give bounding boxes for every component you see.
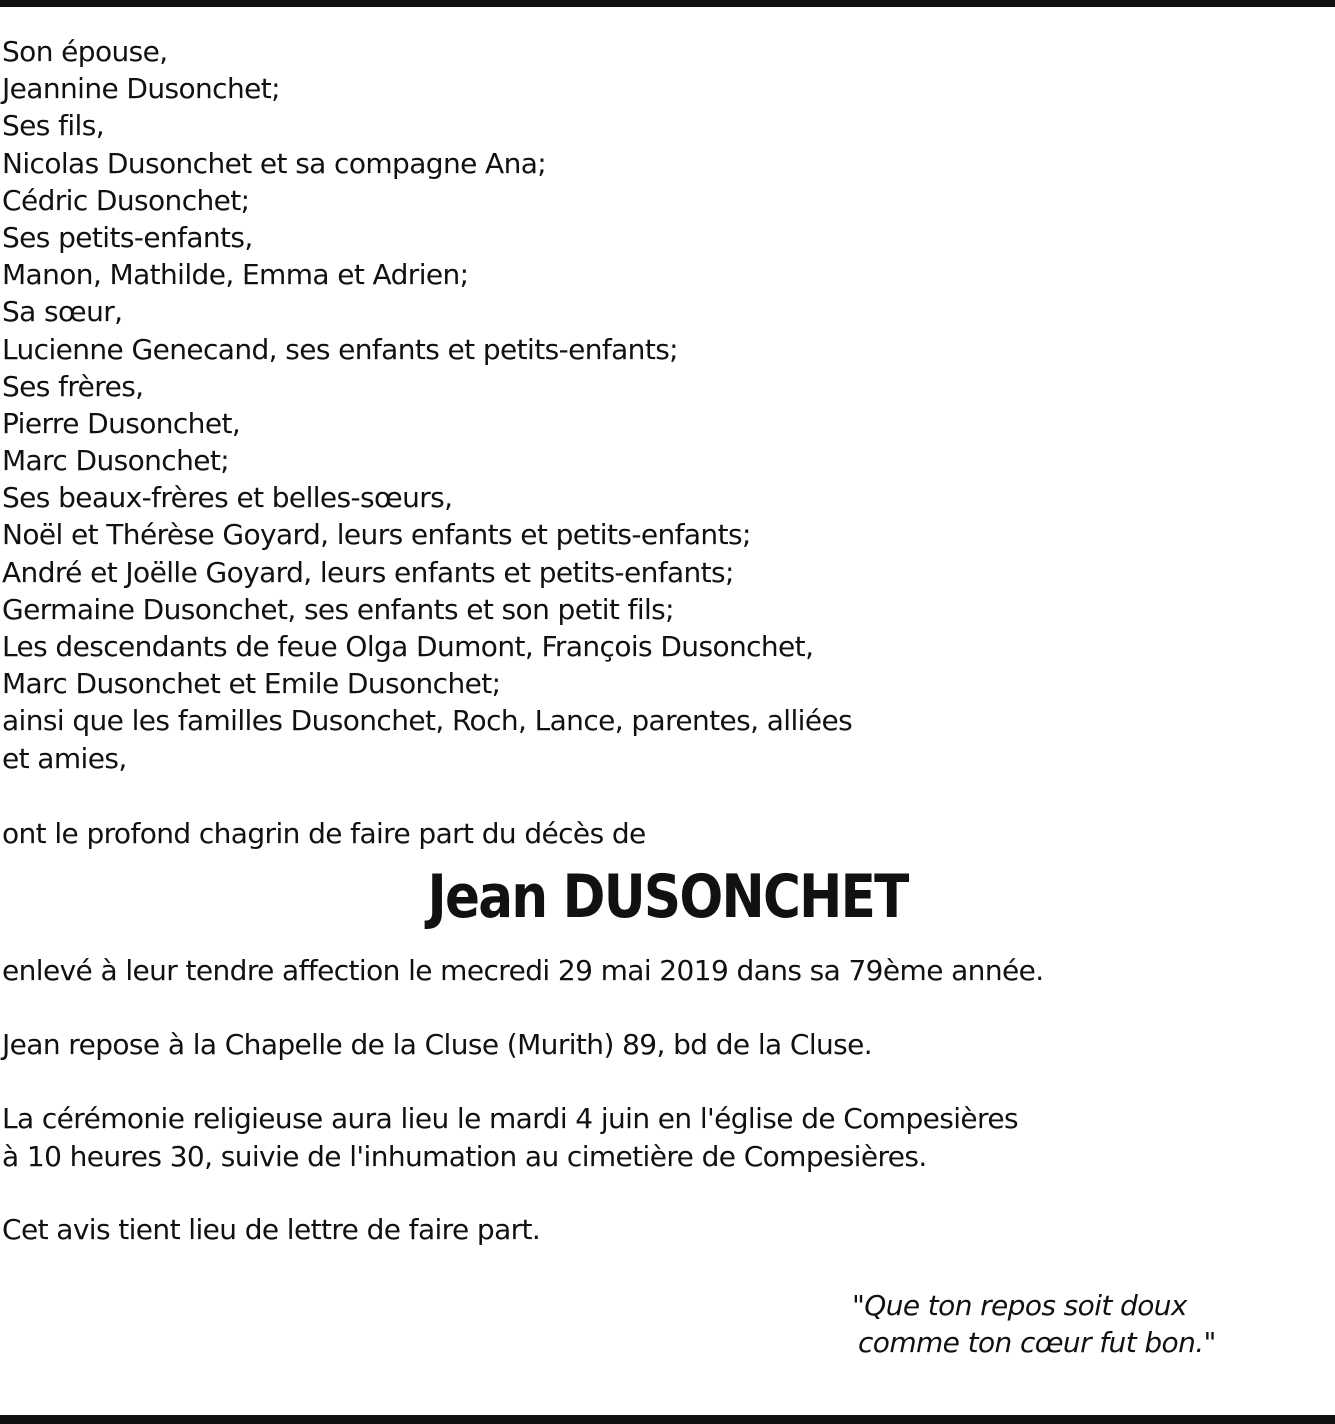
family-line: Manon, Mathilde, Emma et Adrien; (2, 258, 469, 292)
ceremony-text (2, 1100, 1018, 1175)
death-notice: enlevé à leur tendre affection le mecredi 29 mai 2019 dans sa 79ème année. (2, 954, 1044, 987)
ceremony-line: à 10 heures 30, suivie de l'inhumation au cimetière de Compesières. (2, 1139, 927, 1173)
family-line: Son épouse, (2, 35, 168, 68)
family-line: Lucienne Genecand, ses enfants et petits-enfants; (2, 332, 679, 366)
top-rule (0, 0, 1335, 7)
bottom-rule (0, 1415, 1335, 1424)
family-line: ainsi que les familles Dusonchet, Roch, Lance, parentes, alliées (2, 704, 853, 738)
repose-text: Jean repose à la Chapelle de la Cluse (Murith) 89, bd de la Cluse. (2, 1028, 873, 1061)
quote-line: "Que ton repos soit doux (852, 1289, 1187, 1322)
family-line: Pierre Dusonchet, (2, 406, 241, 440)
ceremony-line: La cérémonie religieuse aura lieu le mardi 4 juin en l'église de Compesières (2, 1102, 1018, 1135)
closing-quote (852, 1287, 1216, 1361)
family-line: Ses fils, (2, 109, 104, 143)
family-list (2, 33, 852, 777)
family-line: André et Joëlle Goyard, leurs enfants et petits-enfants; (2, 555, 734, 589)
family-line: Ses beaux-frères et belles-sœurs, (2, 481, 453, 515)
deceased-name: Jean DUSONCHET (427, 862, 908, 932)
notice-text: Cet avis tient lieu de lettre de faire part. (2, 1213, 541, 1246)
family-line: et amies, (2, 741, 127, 775)
family-line: Marc Dusonchet; (2, 444, 230, 478)
family-line: Nicolas Dusonchet et sa compagne Ana; (2, 146, 547, 180)
intro-text: ont le profond chagrin de faire part du décès de (2, 817, 646, 850)
family-line: Ses petits-enfants, (2, 220, 253, 254)
family-line: Cédric Dusonchet; (2, 183, 250, 217)
family-line: Germaine Dusonchet, ses enfants et son petit fils; (2, 592, 674, 626)
family-line: Jeannine Dusonchet; (2, 72, 280, 106)
family-line: Marc Dusonchet et Emile Dusonchet; (2, 667, 501, 701)
family-line: Sa sœur, (2, 295, 123, 329)
family-line: Ses frères, (2, 369, 144, 403)
quote-line: comme ton cœur fut bon." (858, 1326, 1216, 1359)
family-line: Noël et Thérèse Goyard, leurs enfants et petits-enfants; (2, 518, 751, 552)
family-line: Les descendants de feue Olga Dumont, François Dusonchet, (2, 630, 814, 663)
